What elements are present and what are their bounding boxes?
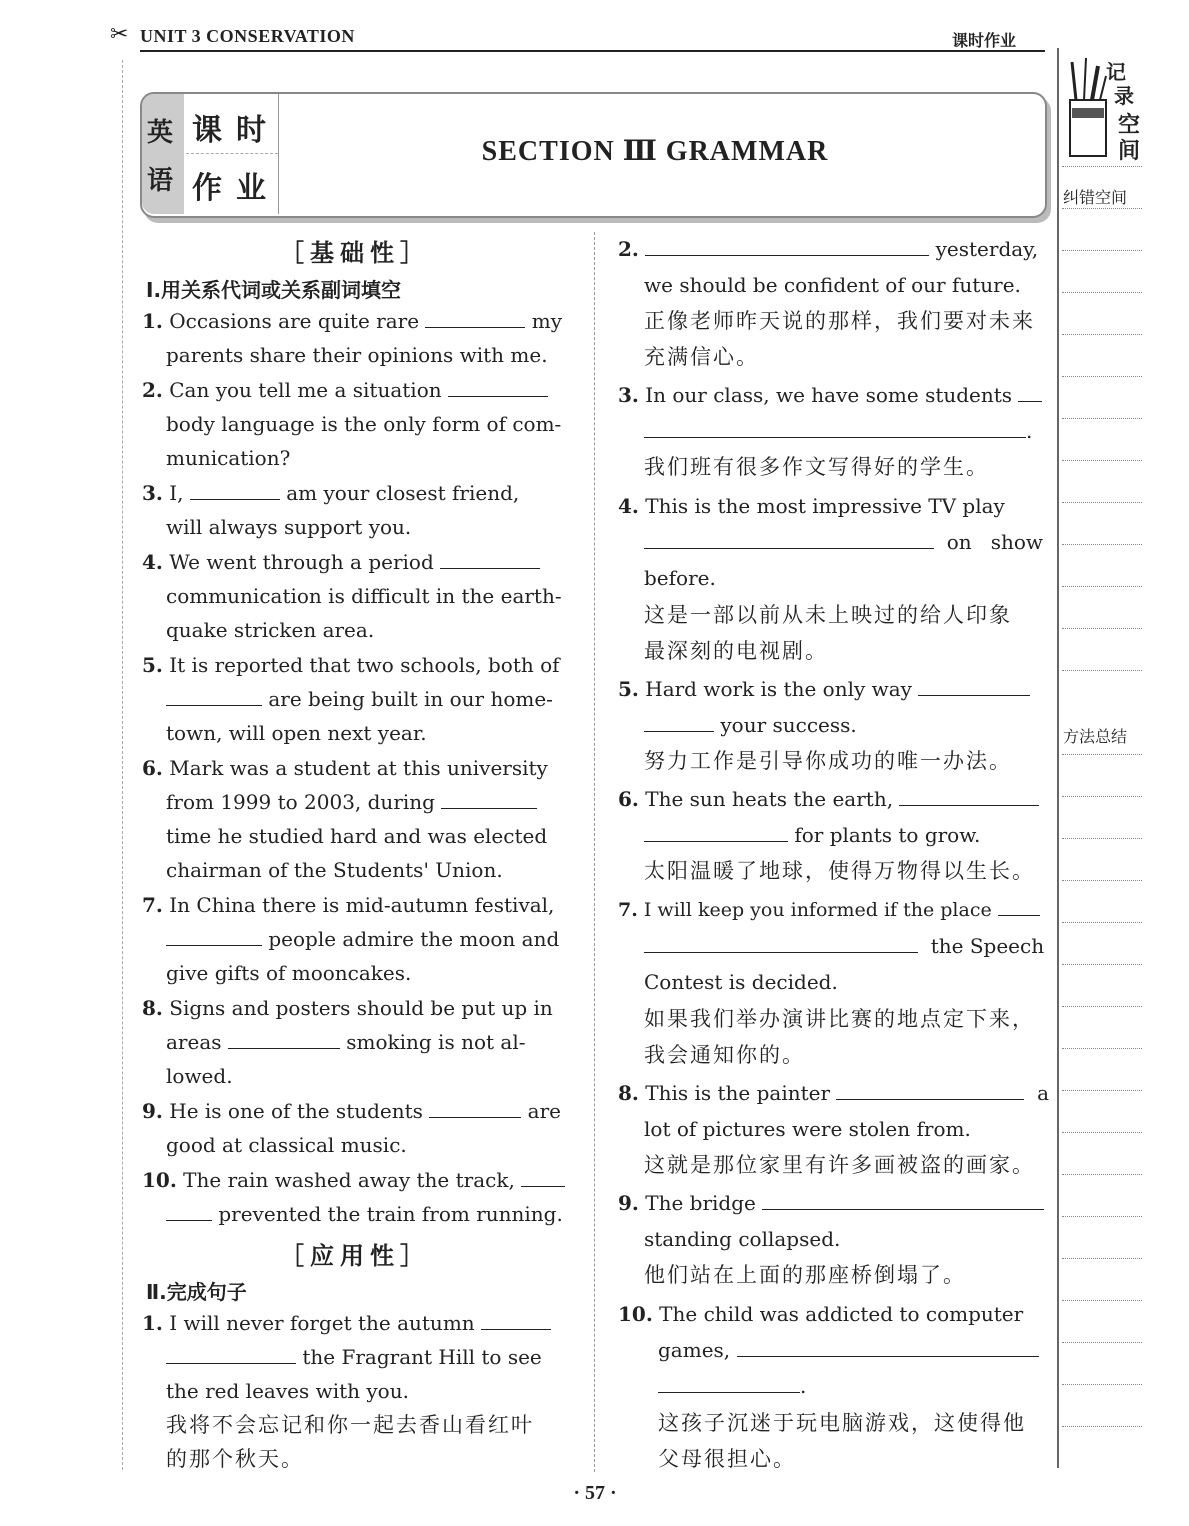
sentence-3-line-1 [618, 378, 1042, 412]
note-line [1062, 1048, 1142, 1049]
sentence-7-line-2 [644, 929, 1044, 963]
item-text: smoking is not al- [346, 1030, 526, 1054]
sentence-10-chinese-2: 父母很担心。 [658, 1447, 796, 1471]
answer-blank[interactable] [166, 687, 262, 706]
sentence-9-line-2: standing collapsed. [644, 1227, 841, 1251]
item-number: 9. [142, 1099, 163, 1123]
header-right-label: 课时作业 [952, 31, 1017, 50]
exercise-7-line-3: give gifts of mooncakes. [166, 961, 412, 985]
sentence-5-line-2 [644, 708, 857, 742]
sentence-4-line-3: before. [644, 566, 716, 590]
logo-char-1: 记 [1106, 60, 1126, 84]
sentence-1-line-2 [166, 1340, 542, 1374]
item-text: This is the painter [645, 1081, 831, 1105]
sidebar-rule [1057, 48, 1059, 1468]
answer-blank[interactable] [429, 1099, 521, 1118]
sentence-5-line-1 [618, 672, 1030, 706]
note-line [1062, 964, 1142, 965]
item-text: the Speech [930, 934, 1045, 958]
note-line [1062, 1006, 1142, 1007]
item-number: 10. [618, 1302, 653, 1326]
page-number: · 57 · [573, 1482, 617, 1504]
item-text: are being built in our home- [268, 687, 553, 711]
answer-blank[interactable] [190, 481, 280, 500]
note-line [1062, 166, 1142, 167]
note-line [1062, 1384, 1142, 1385]
item-number: 4. [142, 550, 163, 574]
answer-blank[interactable] [644, 934, 918, 953]
exercise-8-line-1 [142, 991, 553, 1025]
sentence-1-chinese-1: 我将不会忘记和你一起去香山看红叶 [166, 1413, 534, 1437]
sentence-8-line-1 [618, 1076, 1049, 1110]
item-number: 1. [142, 1311, 163, 1335]
item-text: yesterday, [935, 237, 1039, 261]
exercise-6-line-4: chairman of the Students' Union. [166, 858, 503, 882]
answer-blank[interactable] [425, 309, 525, 328]
note-line [1062, 1258, 1142, 1259]
item-number: 7. [142, 893, 163, 917]
exercise-9-line-1 [142, 1094, 561, 1128]
logo-char-3: 空 [1118, 113, 1141, 138]
exercise-10-line-1 [142, 1163, 565, 1197]
item-text: your success. [720, 713, 857, 737]
exercise-6-line-3: time he studied hard and was elected [166, 824, 548, 848]
sentence-10-line-1 [618, 1297, 1023, 1331]
exercise-4-line-2: communication is difficult in the earth- [166, 584, 562, 608]
note-line [1062, 1300, 1142, 1301]
logo-char-4: 间 [1118, 139, 1141, 164]
error-notes-label: 纠错空间 [1063, 188, 1128, 207]
exercise-1-line-1 [142, 304, 562, 338]
item-text: the Fragrant Hill to see [302, 1345, 542, 1369]
notes-logo [1062, 56, 1144, 164]
exercise-8-line-2 [166, 1025, 525, 1059]
item-text: I will never forget the autumn [169, 1311, 475, 1335]
item-number: 5. [142, 653, 163, 677]
sentence-10-chinese-1: 这孩子沉迷于玩电脑游戏，这使得他 [658, 1411, 1026, 1435]
sentence-10-line-2 [658, 1333, 1039, 1367]
answer-blank[interactable] [448, 378, 548, 397]
subject-char-1: 英 [147, 118, 174, 148]
item-text: am your closest friend, [286, 481, 520, 505]
item-text: I, [169, 481, 184, 505]
column-divider [594, 232, 595, 1472]
sentence-7-chinese-1: 如果我们举办演讲比赛的地点定下来， [644, 1007, 1035, 1031]
item-text: This is the most impressive TV play [645, 494, 1005, 518]
title-divider-dashed [186, 153, 278, 154]
item-text: It is reported that two schools, both of [169, 653, 560, 677]
sentence-3-chinese: 我们班有很多作文写得好的学生。 [644, 455, 989, 479]
exercise-7-line-1 [142, 888, 554, 922]
item-number: 6. [618, 787, 639, 811]
answer-blank[interactable] [644, 530, 934, 549]
item-number: 2. [142, 378, 163, 402]
scissors-icon: ✂ [110, 22, 129, 47]
exercise-10-line-2 [166, 1197, 563, 1231]
sentence-4-line-1 [618, 489, 1005, 523]
note-line [1062, 1090, 1142, 1091]
note-line [1062, 292, 1142, 293]
part-2-title: Ⅱ.完成句子 [146, 1280, 247, 1304]
note-line [1062, 754, 1142, 755]
sentence-4-line-2 [644, 525, 1043, 559]
sentence-6-line-2 [644, 818, 980, 852]
header-rule [140, 50, 1045, 52]
note-line [1062, 334, 1142, 335]
item-text: The child was addicted to computer [659, 1302, 1024, 1326]
item-text: areas [166, 1030, 222, 1054]
sentence-7-line-1 [618, 893, 1040, 927]
item-number: 7. [618, 899, 638, 921]
sentence-7-chinese-2: 我会通知你的。 [644, 1043, 805, 1067]
exercise-6-line-1 [142, 751, 548, 785]
answer-blank[interactable] [521, 1168, 565, 1187]
answer-blank[interactable] [166, 1202, 212, 1221]
item-text: I will keep you informed if the place [643, 899, 992, 921]
note-line [1062, 544, 1142, 545]
logo-char-2: 录 [1114, 84, 1134, 108]
sentence-1-line-3: the red leaves with you. [166, 1379, 409, 1403]
subject-char-2: 语 [147, 166, 174, 196]
note-line [1062, 1342, 1142, 1343]
note-line [1062, 250, 1142, 251]
item-text: The rain washed away the track, [183, 1168, 515, 1192]
exercise-2-line-1 [142, 373, 548, 407]
sentence-8-chinese: 这就是那位家里有许多画被盗的画家。 [644, 1153, 1035, 1177]
item-text: The sun heats the earth, [645, 787, 894, 811]
sentence-1-line-1 [142, 1306, 551, 1340]
exercise-4-line-1 [142, 545, 540, 579]
lesson-label-1: 课时 [192, 113, 280, 148]
part-1-title: Ⅰ.用关系代词或关系副词填空 [146, 278, 402, 302]
exercise-5-line-3: town, will open next year. [166, 721, 427, 745]
item-number: 6. [142, 756, 163, 780]
sentence-8-line-2: lot of pictures were stolen from. [644, 1117, 971, 1141]
answer-blank[interactable] [644, 823, 788, 842]
exercise-7-line-2 [166, 922, 559, 956]
answer-blank[interactable] [762, 1191, 1044, 1210]
note-line [1062, 460, 1142, 461]
item-text: In China there is mid-autumn festival, [169, 893, 555, 917]
item-number: 1. [142, 309, 163, 333]
section-heading-applied: ［应用性］ [280, 1242, 430, 1270]
sentence-3-line-2: . [644, 414, 1032, 448]
exercise-2-line-2: body language is the only form of com- [166, 412, 562, 436]
exercise-1-line-2: parents share their opinions with me. [166, 343, 548, 367]
section-heading-basic: ［基础性］ [280, 239, 430, 267]
answer-blank[interactable] [737, 1338, 1039, 1357]
item-text: on show [946, 530, 1044, 554]
item-text: games, [658, 1338, 731, 1362]
item-text: In our class, we have some students [645, 383, 1013, 407]
item-text: Hard work is the only way [645, 677, 912, 701]
item-number: 3. [618, 383, 639, 407]
item-text: are [527, 1099, 561, 1123]
exercise-3-line-2: will always support you. [166, 515, 412, 539]
answer-blank[interactable] [228, 1030, 340, 1049]
title-divider [278, 94, 279, 214]
sentence-10-line-3: . [658, 1369, 806, 1403]
answer-blank[interactable] [644, 419, 1026, 438]
item-number: 8. [618, 1081, 639, 1105]
note-line [1062, 376, 1142, 377]
note-line [1062, 586, 1142, 587]
sentence-2-line-1 [618, 232, 1038, 266]
exercise-2-line-3: munication? [166, 446, 291, 470]
sentence-7-line-3: Contest is decided. [644, 970, 838, 994]
section-title: SECTION Ⅲ GRAMMAR [481, 136, 829, 167]
note-line [1062, 670, 1142, 671]
note-line [1062, 418, 1142, 419]
sentence-2-chinese-2: 充满信心。 [644, 345, 759, 369]
note-line [1062, 796, 1142, 797]
answer-blank[interactable] [166, 927, 262, 946]
item-number: 4. [618, 494, 639, 518]
exercise-4-line-3: quake stricken area. [166, 618, 375, 642]
answer-blank[interactable] [644, 713, 714, 732]
item-text: Occasions are quite rare [169, 309, 420, 333]
item-text: He is one of the students [169, 1099, 423, 1123]
item-text: We went through a period [169, 550, 434, 574]
answer-blank[interactable] [481, 1311, 551, 1330]
item-text: people admire the moon and [268, 927, 560, 951]
exercise-8-line-3: lowed. [166, 1064, 233, 1088]
exercise-5-line-1 [142, 648, 560, 682]
item-number: 2. [618, 237, 639, 261]
note-line [1062, 1216, 1142, 1217]
answer-blank[interactable] [658, 1374, 800, 1393]
item-number: 5. [618, 677, 639, 701]
cut-line [122, 60, 123, 1470]
exercise-3-line-1 [142, 476, 519, 510]
exercise-5-line-2 [166, 682, 553, 716]
note-line [1062, 922, 1142, 923]
answer-blank[interactable] [166, 1345, 296, 1364]
item-number: 10. [142, 1168, 177, 1192]
exercise-9-line-2: good at classical music. [166, 1133, 407, 1157]
note-line [1062, 208, 1142, 209]
item-number: 9. [618, 1191, 639, 1215]
note-line [1062, 502, 1142, 503]
answer-blank[interactable] [440, 550, 540, 569]
method-summary-label: 方法总结 [1063, 727, 1128, 746]
item-text: for plants to grow. [794, 823, 981, 847]
answer-blank[interactable] [441, 790, 537, 809]
sentence-9-line-1 [618, 1186, 1044, 1220]
note-line [1062, 628, 1142, 629]
exercise-6-line-2 [166, 785, 537, 819]
sentence-6-chinese: 太阳温暖了地球，使得万物得以生长。 [644, 859, 1035, 883]
item-text: my [531, 309, 563, 333]
answer-blank[interactable] [899, 787, 1039, 806]
item-text: Signs and posters should be put up in [169, 996, 553, 1020]
note-line [1062, 838, 1142, 839]
sentence-6-line-1 [618, 782, 1039, 816]
note-line [1062, 1426, 1142, 1427]
unit-label: UNIT 3 CONSERVATION [140, 26, 355, 46]
answer-blank[interactable] [998, 897, 1040, 916]
item-text: Mark was a student at this university [169, 756, 548, 780]
sentence-1-chinese-2: 的那个秋天。 [166, 1447, 304, 1471]
sentence-4-chinese-2: 最深刻的电视剧。 [644, 639, 828, 663]
note-line [1062, 1174, 1142, 1175]
item-number: 3. [142, 481, 163, 505]
item-text: Can you tell me a situation [169, 378, 442, 402]
item-number: 8. [142, 996, 163, 1020]
answer-blank[interactable] [645, 237, 929, 256]
item-text: The bridge [645, 1191, 756, 1215]
item-text: prevented the train from running. [218, 1202, 563, 1226]
item-text: a [1037, 1081, 1050, 1105]
sentence-5-chinese: 努力工作是引导你成功的唯一办法。 [644, 749, 1012, 773]
note-line [1062, 1132, 1142, 1133]
item-text: from 1999 to 2003, during [166, 790, 435, 814]
answer-blank[interactable] [836, 1081, 1024, 1100]
sentence-9-chinese: 他们站在上面的那座桥倒塌了。 [644, 1263, 966, 1287]
lesson-label-2: 作业 [192, 171, 280, 206]
answer-blank[interactable] [1018, 383, 1042, 402]
answer-blank[interactable] [918, 677, 1030, 696]
sentence-2-chinese-1: 正像老师昨天说的那样，我们要对未来 [644, 309, 1035, 333]
sentence-4-chinese-1: 这是一部以前从未上映过的给人印象 [644, 603, 1012, 627]
sentence-2-line-2: we should be confident of our future. [644, 273, 1021, 297]
note-line [1062, 880, 1142, 881]
